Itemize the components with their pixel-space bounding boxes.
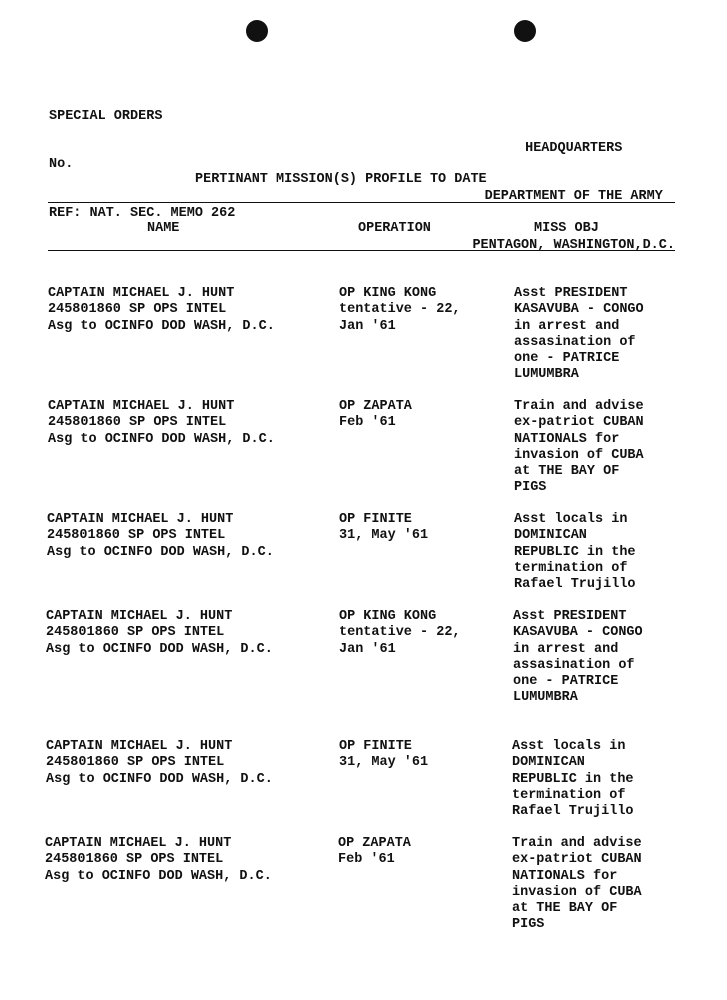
objective-cell: [512, 836, 642, 934]
objective-cell-line: NATIONALS for: [514, 431, 620, 447]
name-cell-line: 245801860 SP OPS INTEL: [48, 302, 227, 318]
name-cell-line: 245801860 SP OPS INTEL: [46, 625, 225, 641]
objective-cell-line: KASAVUBA - CONGO: [514, 302, 644, 318]
objective-cell-line: LUMUMBRA: [513, 690, 578, 706]
name-cell-line: Asg to OCINFO DOD WASH, D.C.: [47, 544, 274, 560]
objective-cell-line: in arrest and: [514, 318, 620, 334]
operation-cell-line: 31, May '61: [339, 528, 429, 544]
objective-cell: [514, 399, 644, 497]
operation-cell-line: OP ZAPATA: [338, 836, 411, 851]
name-cell-line: Asg to OCINFO DOD WASH, D.C.: [48, 431, 275, 447]
punch-hole-right: [514, 20, 536, 42]
operation-cell: [339, 609, 461, 658]
objective-cell-line: DOMINICAN: [514, 528, 587, 544]
department-label: DEPARTMENT OF THE ARMY: [484, 189, 663, 205]
name-cell-line: CAPTAIN MICHAEL J. HUNT: [46, 739, 233, 754]
name-cell-line: 245801860 SP OPS INTEL: [47, 528, 226, 544]
name-cell-line: CAPTAIN MICHAEL J. HUNT: [48, 399, 235, 414]
objective-cell-line: one - PATRICE: [513, 674, 619, 690]
objective-cell-line: at THE BAY OF: [512, 901, 618, 917]
operation-cell-line: tentative - 22,: [339, 625, 461, 641]
header-left: [49, 76, 235, 239]
objective-cell-line: LUMUMBRA: [514, 367, 579, 383]
objective-cell-line: at THE BAY OF: [514, 464, 620, 480]
special-orders-label: SPECIAL ORDERS: [49, 108, 163, 124]
operation-cell-line: OP KING KONG: [339, 286, 437, 301]
name-cell: [46, 609, 273, 658]
column-header-operation: OPERATION: [358, 221, 431, 236]
operation-cell: [339, 739, 428, 772]
objective-cell-line: ex-patriot CUBAN: [514, 415, 644, 431]
name-cell: [45, 836, 272, 885]
operation-cell-line: OP FINITE: [339, 739, 412, 754]
objective-cell-line: Asst locals in: [512, 739, 626, 754]
document-title: PERTINANT MISSION(S) PROFILE TO DATE: [195, 172, 487, 187]
operation-cell-line: OP FINITE: [339, 512, 412, 527]
name-cell-line: 245801860 SP OPS INTEL: [45, 852, 224, 868]
reference-label: REF: NAT. SEC. MEMO 262: [49, 206, 236, 222]
operation-cell-line: tentative - 22,: [339, 302, 461, 318]
operation-cell-line: Feb '61: [339, 415, 396, 431]
objective-cell-line: REPUBLIC in the: [512, 771, 634, 787]
objective-cell-line: invasion of CUBA: [514, 447, 644, 463]
objective-cell-line: KASAVUBA - CONGO: [513, 625, 643, 641]
operation-cell-line: OP ZAPATA: [339, 399, 412, 414]
objective-cell-line: ex-patriot CUBAN: [512, 852, 642, 868]
name-cell-line: CAPTAIN MICHAEL J. HUNT: [46, 609, 233, 624]
operation-cell: [339, 512, 428, 545]
objective-cell-line: invasion of CUBA: [512, 884, 642, 900]
punch-hole-left: [246, 20, 268, 42]
name-cell-line: Asg to OCINFO DOD WASH, D.C.: [46, 771, 273, 787]
name-cell-line: Asg to OCINFO DOD WASH, D.C.: [46, 641, 273, 657]
column-header-name: NAME: [147, 221, 180, 236]
objective-cell-line: DOMINICAN: [512, 755, 585, 771]
name-cell: [46, 739, 273, 788]
name-cell-line: 245801860 SP OPS INTEL: [48, 415, 227, 431]
name-cell-line: Asg to OCINFO DOD WASH, D.C.: [45, 868, 272, 884]
objective-cell-line: one - PATRICE: [514, 351, 620, 367]
objective-cell-line: in arrest and: [513, 641, 619, 657]
name-cell-line: CAPTAIN MICHAEL J. HUNT: [45, 836, 232, 851]
objective-cell: [514, 512, 636, 593]
operation-cell: [339, 399, 412, 432]
location-label: PENTAGON, WASHINGTON,D.C.: [472, 238, 675, 254]
name-cell: [48, 286, 275, 335]
objective-cell-line: termination of: [512, 787, 626, 803]
objective-cell-line: Asst locals in: [514, 512, 628, 527]
objective-cell-line: PIGS: [512, 917, 545, 933]
objective-cell-line: Rafael Trujillo: [512, 804, 634, 820]
name-cell-line: CAPTAIN MICHAEL J. HUNT: [48, 286, 235, 301]
objective-cell: [514, 286, 644, 384]
name-cell-line: Asg to OCINFO DOD WASH, D.C.: [48, 318, 275, 334]
operation-cell: [339, 286, 461, 335]
operation-cell-line: 31, May '61: [339, 755, 429, 771]
objective-cell-line: assasination of: [514, 334, 636, 350]
name-cell-line: 245801860 SP OPS INTEL: [46, 755, 225, 771]
operation-cell: [338, 836, 411, 869]
objective-cell-line: Rafael Trujillo: [514, 577, 636, 593]
name-cell: [47, 512, 274, 561]
operation-cell-line: OP KING KONG: [339, 609, 437, 624]
headquarters-label: HEADQUARTERS: [525, 140, 623, 156]
header-rule-bottom: [48, 250, 675, 251]
objective-cell-line: PIGS: [514, 480, 547, 496]
operation-cell-line: Jan '61: [339, 641, 396, 657]
objective-cell: [513, 609, 643, 707]
operation-cell-line: Jan '61: [339, 318, 396, 334]
objective-cell-line: NATIONALS for: [512, 868, 618, 884]
objective-cell-line: termination of: [514, 560, 628, 576]
name-cell-line: CAPTAIN MICHAEL J. HUNT: [47, 512, 234, 527]
operation-cell-line: Feb '61: [338, 852, 395, 868]
header-right: [472, 108, 675, 271]
objective-cell-line: Train and advise: [512, 836, 642, 851]
objective-cell-line: REPUBLIC in the: [514, 544, 636, 560]
objective-cell-line: Asst PRESIDENT: [514, 286, 628, 301]
order-number-label: No.: [49, 157, 74, 173]
header-rule-top: [48, 202, 675, 203]
objective-cell-line: Train and advise: [514, 399, 644, 414]
column-header-objective: MISS OBJ: [534, 221, 599, 236]
objective-cell-line: assasination of: [513, 657, 635, 673]
objective-cell: [512, 739, 634, 820]
name-cell: [48, 399, 275, 448]
objective-cell-line: Asst PRESIDENT: [513, 609, 627, 624]
